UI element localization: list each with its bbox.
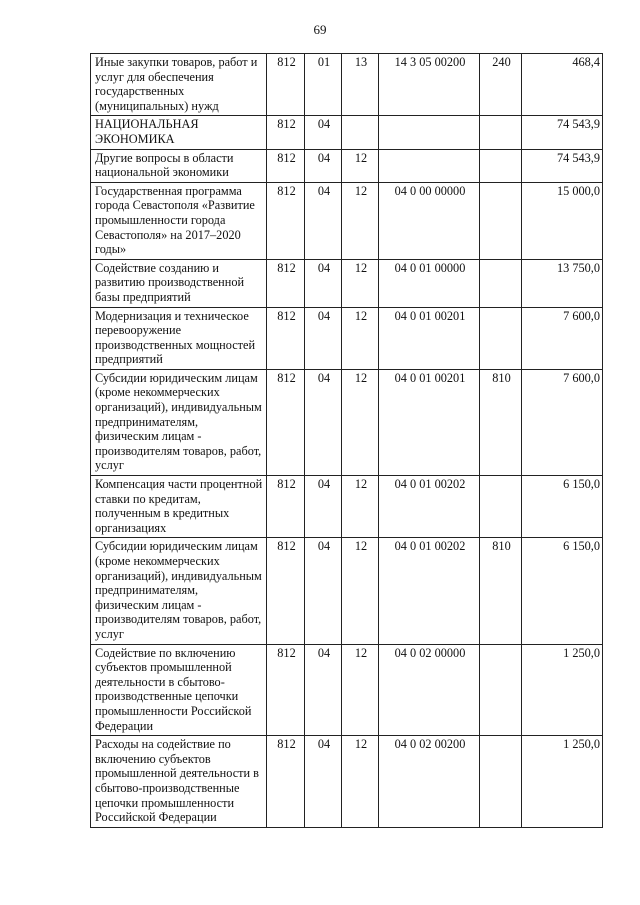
row-vr	[480, 307, 522, 369]
row-pr: 12	[342, 538, 379, 644]
row-name: НАЦИОНАЛЬНАЯ ЭКОНОМИКА	[91, 116, 267, 149]
row-ved: 812	[267, 116, 305, 149]
row-sum: 7 600,0	[522, 369, 603, 475]
row-pr: 12	[342, 369, 379, 475]
row-vr	[480, 149, 522, 182]
row-ved: 812	[267, 259, 305, 307]
row-ved: 812	[267, 182, 305, 259]
row-pr: 12	[342, 149, 379, 182]
row-csr: 04 0 02 00000	[379, 644, 480, 736]
row-csr: 04 0 01 00201	[379, 369, 480, 475]
row-name: Субсидии юридическим лицам (кроме некоммерческих организаций), индивидуальным предпринимателям, физическим лицам - производителям товаров, работ, услуг	[91, 369, 267, 475]
row-rz: 04	[305, 476, 342, 538]
budget-table	[90, 53, 603, 828]
row-csr: 04 0 01 00000	[379, 259, 480, 307]
row-pr: 13	[342, 54, 379, 116]
row-pr: 12	[342, 736, 379, 828]
row-ved: 812	[267, 476, 305, 538]
row-csr	[379, 116, 480, 149]
table-row	[91, 307, 603, 369]
row-name: Субсидии юридическим лицам (кроме некоммерческих организаций), индивидуальным предпринимателям, физическим лицам - производителям товаров, работ, услуг	[91, 538, 267, 644]
row-csr: 04 0 00 00000	[379, 182, 480, 259]
row-rz: 04	[305, 538, 342, 644]
row-name: Иные закупки товаров, работ и услуг для обеспечения государственных (муниципальных) нужд	[91, 54, 267, 116]
page-number: 69	[313, 22, 327, 37]
row-pr: 12	[342, 307, 379, 369]
row-name: Государственная программа города Севастополя «Развитие промышленности города Севастополя» на 2017–2020 годы»	[91, 182, 267, 259]
row-sum: 15 000,0	[522, 182, 603, 259]
row-rz: 04	[305, 149, 342, 182]
row-pr	[342, 116, 379, 149]
row-vr: 240	[480, 54, 522, 116]
table-row	[91, 644, 603, 736]
row-vr	[480, 476, 522, 538]
row-sum: 74 543,9	[522, 116, 603, 149]
row-ved: 812	[267, 736, 305, 828]
row-name: Расходы на содействие по включению субъектов промышленной деятельности в сбытово-производственные цепочки промышленности Российской Федерации	[91, 736, 267, 828]
row-sum: 13 750,0	[522, 259, 603, 307]
table-row	[91, 476, 603, 538]
table-row	[91, 182, 603, 259]
row-pr: 12	[342, 259, 379, 307]
row-name: Модернизация и техническое перевооружение производственных мощностей предприятий	[91, 307, 267, 369]
row-rz: 04	[305, 369, 342, 475]
table-row	[91, 538, 603, 644]
row-vr	[480, 182, 522, 259]
row-rz: 04	[305, 644, 342, 736]
row-sum: 468,4	[522, 54, 603, 116]
row-rz: 04	[305, 182, 342, 259]
row-ved: 812	[267, 54, 305, 116]
table-row	[91, 116, 603, 149]
row-rz: 04	[305, 736, 342, 828]
row-csr: 04 0 01 00201	[379, 307, 480, 369]
row-pr: 12	[342, 644, 379, 736]
row-csr: 04 0 02 00200	[379, 736, 480, 828]
row-rz: 01	[305, 54, 342, 116]
row-vr	[480, 259, 522, 307]
row-csr: 04 0 01 00202	[379, 476, 480, 538]
table-row	[91, 54, 603, 116]
table-row	[91, 736, 603, 828]
row-vr: 810	[480, 369, 522, 475]
row-ved: 812	[267, 149, 305, 182]
table-row	[91, 149, 603, 182]
row-pr: 12	[342, 182, 379, 259]
row-ved: 812	[267, 307, 305, 369]
row-ved: 812	[267, 538, 305, 644]
row-pr: 12	[342, 476, 379, 538]
row-sum: 6 150,0	[522, 538, 603, 644]
row-name: Другие вопросы в области национальной экономики	[91, 149, 267, 182]
row-vr	[480, 736, 522, 828]
row-sum: 1 250,0	[522, 736, 603, 828]
table-row	[91, 259, 603, 307]
row-rz: 04	[305, 259, 342, 307]
table-row	[91, 369, 603, 475]
row-name: Содействие по включению субъектов промышленной деятельности в сбытово-производственные цепочки промышленности Российской Федерации	[91, 644, 267, 736]
row-ved: 812	[267, 369, 305, 475]
row-rz: 04	[305, 307, 342, 369]
row-vr	[480, 116, 522, 149]
row-csr	[379, 149, 480, 182]
row-ved: 812	[267, 644, 305, 736]
row-csr: 14 3 05 00200	[379, 54, 480, 116]
row-name: Компенсация части процентной ставки по кредитам, полученным в кредитных организациях	[91, 476, 267, 538]
row-sum: 6 150,0	[522, 476, 603, 538]
row-sum: 74 543,9	[522, 149, 603, 182]
row-sum: 7 600,0	[522, 307, 603, 369]
row-csr: 04 0 01 00202	[379, 538, 480, 644]
row-name: Содействие созданию и развитию производственной базы предприятий	[91, 259, 267, 307]
row-vr: 810	[480, 538, 522, 644]
row-vr	[480, 644, 522, 736]
row-rz: 04	[305, 116, 342, 149]
row-sum: 1 250,0	[522, 644, 603, 736]
